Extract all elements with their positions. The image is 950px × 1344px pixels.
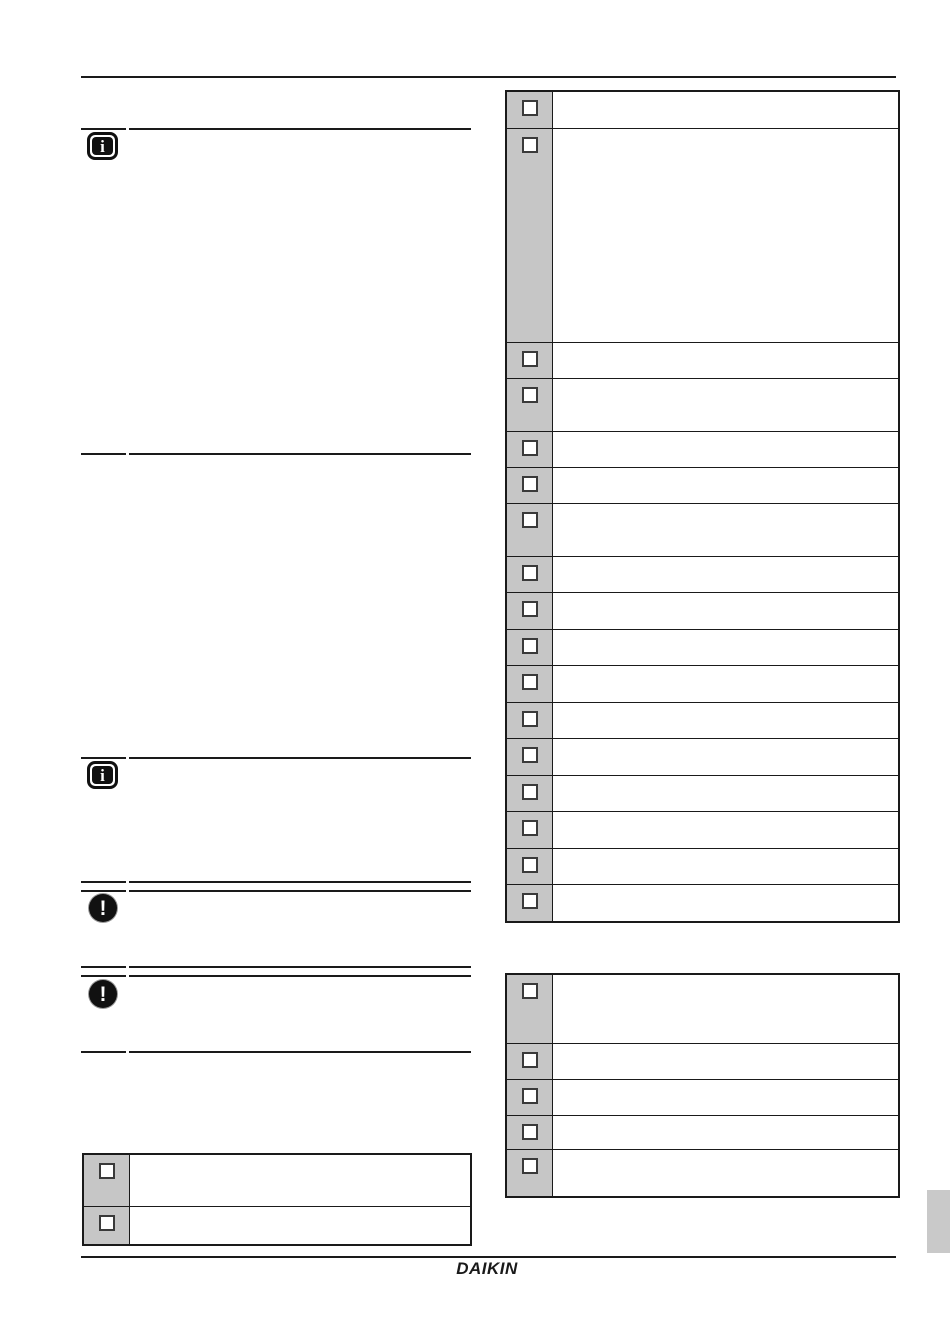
info-icon: [87, 761, 118, 789]
section-rule-segment: [129, 128, 471, 130]
checkbox[interactable]: [522, 476, 538, 492]
checkbox[interactable]: [522, 747, 538, 763]
checklist-row: [84, 1155, 470, 1206]
checkbox[interactable]: [99, 1215, 115, 1231]
checkbox-cell: [507, 849, 553, 884]
checklist-row-content: [553, 630, 898, 665]
checklist-row-content: [553, 849, 898, 884]
checklist-row-content: [130, 1155, 470, 1206]
checklist-row: [507, 128, 898, 342]
info-icon: [87, 132, 118, 160]
checklist-row-content: [553, 432, 898, 467]
section-rule-segment: [129, 966, 471, 968]
checkbox[interactable]: [522, 1088, 538, 1104]
checkbox[interactable]: [522, 100, 538, 116]
section-rule-segment: [81, 1051, 126, 1053]
checklist-row: [507, 629, 898, 665]
checkbox-cell: [507, 468, 553, 503]
checkbox-cell: [507, 776, 553, 811]
checklist-row-content: [553, 343, 898, 378]
checklist-row: [507, 467, 898, 503]
checkbox-cell: [507, 1044, 553, 1079]
section-rule: [81, 966, 471, 968]
checkbox[interactable]: [522, 1124, 538, 1140]
warning-icon: [89, 894, 117, 922]
info-icon-glyph: i: [92, 766, 113, 784]
section-rule: [81, 128, 471, 130]
section-rule-segment: [81, 757, 126, 759]
checklist-row-content: [553, 504, 898, 556]
section-rule-segment: [129, 1051, 471, 1053]
checklist-row: [507, 1079, 898, 1115]
checklist-row-content: [553, 468, 898, 503]
checklist-row-content: [553, 557, 898, 592]
checkbox[interactable]: [522, 351, 538, 367]
section-rule: [81, 453, 471, 455]
info-icon-glyph: i: [92, 137, 113, 155]
checkbox-cell: [507, 432, 553, 467]
section-rule-segment: [129, 975, 471, 977]
checklist-table-left: [82, 1153, 472, 1246]
warning-icon-glyph: !: [99, 982, 107, 1006]
section-rule-segment: [81, 975, 126, 977]
checkbox[interactable]: [522, 601, 538, 617]
checkbox-cell: [507, 343, 553, 378]
checkbox[interactable]: [522, 857, 538, 873]
checkbox-cell: [507, 379, 553, 431]
section-rule-segment: [81, 966, 126, 968]
checklist-row: [507, 592, 898, 629]
checkbox[interactable]: [522, 638, 538, 654]
checklist-row-content: [553, 666, 898, 702]
checkbox-cell: [507, 1080, 553, 1115]
checkbox-cell: [507, 812, 553, 848]
checkbox[interactable]: [522, 565, 538, 581]
notice-box-rule: [81, 975, 471, 977]
checkbox[interactable]: [522, 674, 538, 690]
checklist-row: [507, 342, 898, 378]
checklist-row-content: [553, 593, 898, 629]
checkbox-cell: [507, 666, 553, 702]
checklist-row: [507, 975, 898, 1043]
section-rule: [81, 1051, 471, 1053]
checklist-row: [507, 738, 898, 775]
checklist-row: [507, 1115, 898, 1149]
checklist-row: [507, 1043, 898, 1079]
warning-icon: [89, 980, 117, 1008]
checkbox-cell: [507, 557, 553, 592]
checkbox-cell: [507, 92, 553, 128]
checklist-row: [507, 702, 898, 738]
checkbox-cell: [507, 593, 553, 629]
checklist-row-content: [553, 812, 898, 848]
checklist-row-content: [553, 776, 898, 811]
checkbox[interactable]: [522, 137, 538, 153]
notice-box-rule: [81, 890, 471, 892]
checklist-row-content: [130, 1207, 470, 1244]
checkbox-cell: [84, 1155, 130, 1206]
checkbox-cell: [507, 630, 553, 665]
section-rule-segment: [81, 453, 126, 455]
checklist-row: [507, 811, 898, 848]
checkbox[interactable]: [99, 1163, 115, 1179]
checklist-row-content: [553, 885, 898, 921]
warning-icon-glyph: !: [99, 896, 107, 920]
checkbox[interactable]: [522, 387, 538, 403]
checklist-row: [84, 1206, 470, 1244]
checklist-table-primary: [505, 90, 900, 923]
checkbox-cell: [507, 885, 553, 921]
page-edge-tab: [927, 1190, 950, 1253]
checkbox[interactable]: [522, 820, 538, 836]
checkbox-cell: [507, 504, 553, 556]
checklist-row-content: [553, 379, 898, 431]
section-rule-segment: [81, 890, 126, 892]
section-rule: [81, 881, 471, 883]
checkbox-cell: [507, 739, 553, 775]
checklist-row-content: [553, 1150, 898, 1196]
checklist-row-content: [553, 1080, 898, 1115]
checklist-row: [507, 1149, 898, 1196]
checklist-row-content: [553, 975, 898, 1043]
checklist-row: [507, 775, 898, 811]
section-rule-segment: [129, 890, 471, 892]
checklist-row: [507, 431, 898, 467]
checklist-table-secondary: [505, 973, 900, 1198]
checkbox[interactable]: [522, 711, 538, 727]
checkbox-cell: [507, 1150, 553, 1196]
checklist-row-content: [553, 1116, 898, 1149]
checklist-row: [507, 92, 898, 128]
checkbox-cell: [507, 703, 553, 738]
checkbox[interactable]: [522, 440, 538, 456]
checklist-row-content: [553, 92, 898, 128]
section-rule: [81, 757, 471, 759]
checklist-row: [507, 884, 898, 921]
checkbox-cell: [507, 975, 553, 1043]
checkbox-cell: [507, 129, 553, 342]
checkbox[interactable]: [522, 1158, 538, 1174]
checklist-row-content: [553, 1044, 898, 1079]
checkbox[interactable]: [522, 512, 538, 528]
checkbox[interactable]: [522, 893, 538, 909]
checklist-row: [507, 378, 898, 431]
section-rule-segment: [129, 881, 471, 883]
section-rule-segment: [129, 757, 471, 759]
checklist-row: [507, 556, 898, 592]
checklist-row-content: [553, 703, 898, 738]
footer-rule: [81, 1256, 896, 1258]
checkbox[interactable]: [522, 983, 538, 999]
checkbox[interactable]: [522, 1052, 538, 1068]
section-rule-segment: [129, 453, 471, 455]
checklist-row-content: [553, 129, 898, 342]
section-rule-segment: [81, 128, 126, 130]
checklist-row: [507, 665, 898, 702]
daikin-logo: DAIKIN: [456, 1259, 518, 1278]
checklist-row: [507, 848, 898, 884]
checkbox-cell: [507, 1116, 553, 1149]
checkbox[interactable]: [522, 784, 538, 800]
header-rule: [81, 76, 896, 78]
section-rule-segment: [81, 881, 126, 883]
checklist-row-content: [553, 739, 898, 775]
checklist-row: [507, 503, 898, 556]
checkbox-cell: [84, 1207, 130, 1244]
